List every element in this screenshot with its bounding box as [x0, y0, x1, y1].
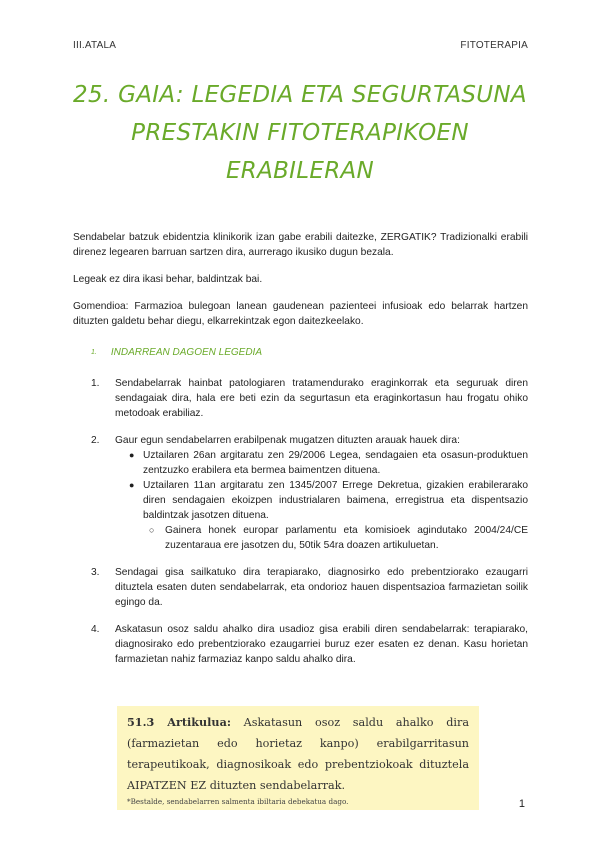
document-body — [73, 230, 528, 679]
page-title — [60, 76, 540, 190]
intro-paragraph-3: Gomendioa: Farmazioa bulegoan lanean gaudenean pazienteei infusioak edo belarrak hartzen dituzten galdetu behar diegu, elkarrekintzak egon daitezkeelako. — [73, 301, 528, 327]
quote-footnote: *Bestalde, sendabelarren salmenta ibiltaria debekatua dago. — [127, 797, 349, 806]
section-heading — [91, 345, 528, 360]
article-quote-box — [117, 706, 479, 810]
list-item-text: Askatasun osoz saldu ahalko dira usadioz gisa erabili diren sendabelarrak: terapiarako, diagnosirako edo prebentziorako ezaugarriei buruz ezer esaten ez denan. Kasu horietan farmazietan nahiz farmaziaz kanpo saldu ahalko dira. — [115, 624, 528, 665]
title-line-1: 25. GAIA: LEGEDIA ETA SEGURTASUNA — [73, 82, 527, 108]
header-section-label: III.ATALA — [73, 40, 117, 51]
sub-bullet-list — [115, 523, 528, 553]
list-item-text: Sendagai gisa sailkatuko dira terapiarako, diagnosirko edo prebentziorako ezaugarri dituztela esaten duten sendabelarrak, eta ondorioz hauen dispentsazioa farmazietan soilik egingo da. — [115, 567, 528, 608]
bullet-item — [115, 448, 528, 478]
list-item — [73, 622, 528, 667]
section-number: 1. — [91, 349, 97, 356]
sub-bullet-text: Gainera honek europar parlamentu eta komisioek agindutako 2004/24/CE zuzentaraua ere jasotzen du, 50tik 54ra doazen artikuluetan. — [165, 525, 528, 551]
list-item — [73, 565, 528, 610]
section-title: INDARREAN DAGOEN LEGEDIA — [110, 347, 262, 358]
sub-bullet-item — [115, 523, 528, 553]
bullet-list — [115, 448, 528, 523]
title-line-3: ERABILERAN — [225, 158, 375, 184]
numbered-list — [73, 376, 528, 667]
intro-paragraph-1: Sendabelar batzuk ebidentzia klinikorik izan gabe erabili daitezke, ZERGATIK? Tradizionalki erabili direnez legearen barruan sartzen dira, aurrerago ikusiko dugun bezala. — [73, 232, 528, 258]
page-number: 1 — [518, 798, 525, 810]
list-item-number: 3. — [91, 567, 100, 578]
bullet-dot-icon: ● — [129, 450, 135, 460]
quote-body — [127, 712, 469, 796]
bullet-dot-icon: ● — [129, 480, 135, 490]
header-subject-label: FITOTERAPIA — [460, 40, 528, 51]
list-item — [73, 433, 528, 553]
list-item-text: Gaur egun sendabelarren erabilpenak mugatzen dituzten arauak hauek dira: — [115, 435, 460, 446]
list-item — [73, 376, 528, 421]
quote-article-label: 51.3 Artikulua: — [127, 715, 231, 729]
list-item-number: 4. — [91, 624, 100, 635]
circle-bullet-icon: ○ — [149, 525, 155, 535]
list-item-number: 1. — [91, 378, 100, 389]
bullet-item — [115, 478, 528, 523]
bullet-text: Uztailaren 11an argitaratu zen 1345/2007 Errege Dekretua, gizakien erabilerarako diren sendagaien ekoizpen industrialaren baimena, erregistrua eta dispentsazio baldintzak jasotzen dituena. — [143, 480, 528, 521]
list-item-text: Sendabelarrak hainbat patologiaren tratamendurako eraginkorrak eta seguruak diren sendagaiak dira, hala ere beti ezin da segurtasun eta eraginkortasun hau frogatu ohiko metodoak erabiliaz. — [115, 378, 528, 419]
list-item-number: 2. — [91, 435, 100, 446]
quote-text: Askatasun osoz saldu ahalko dira (farmazietan edo horietaz kanpo) erabilgarritasun terapeutikoak, diagnosikoak edo prebentziokoak dituztela AIPATZEN EZ dituzten sendabelarrak. — [127, 716, 469, 792]
intro-paragraph-2: Legeak ez dira ikasi behar, baldintzak bai. — [73, 274, 263, 285]
bullet-text: Uztailaren 26an argitaratu zen 29/2006 Legea, sendagaien eta osasun-produktuen zentzuzko erabilera eta bermea baimentzen dituena. — [143, 450, 528, 476]
title-line-2: PRESTAKIN FITOTERAPIKOEN — [131, 120, 469, 146]
